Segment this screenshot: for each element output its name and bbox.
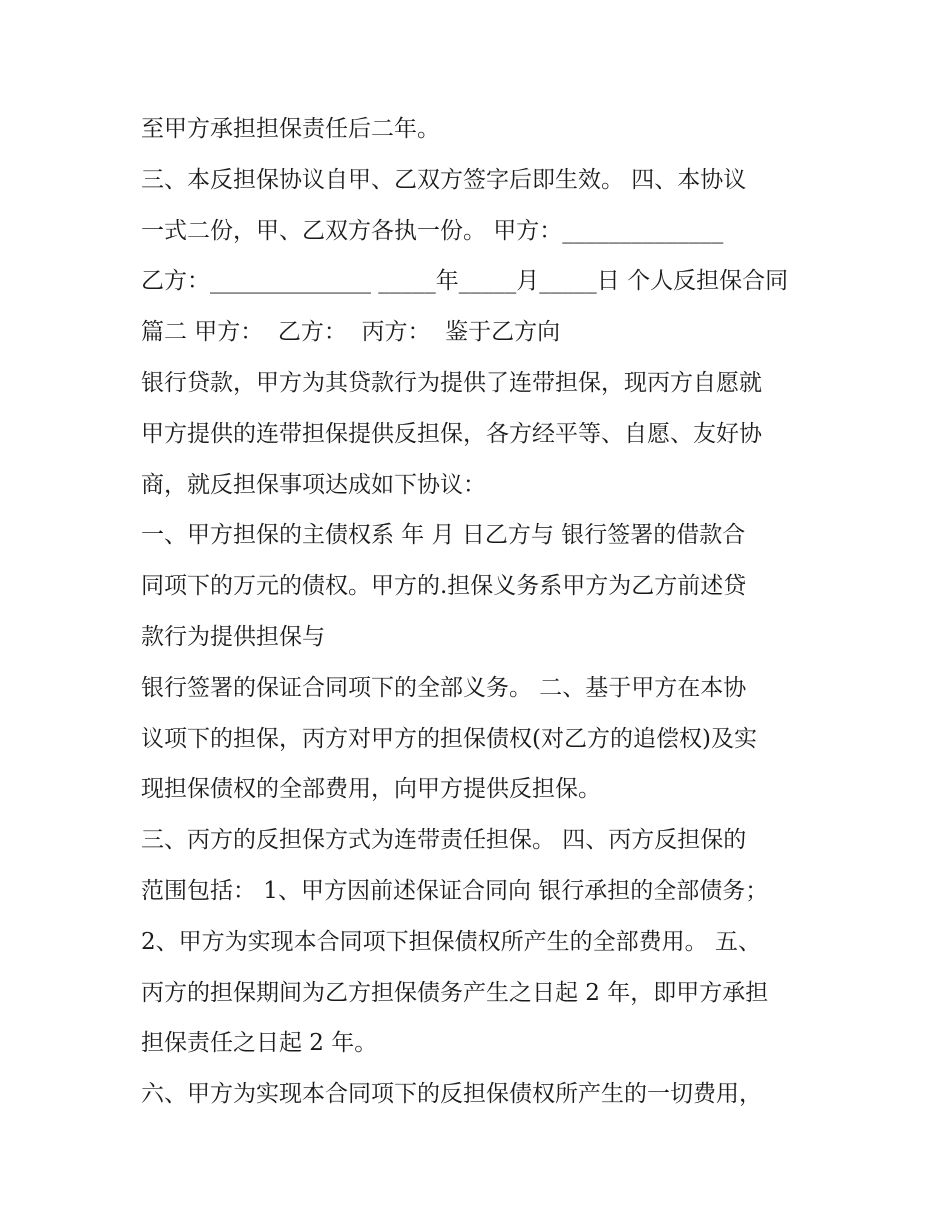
text-line: 丙方的担保期间为乙方担保债务产生之日起 2 年，即甲方承担 [141,979,769,1006]
text-line: 银行贷款，甲方为其贷款行为提供了连带担保，现丙方自愿就 [141,369,762,396]
text-line: 乙方：______________ _____年_____月_____日 个人反担保合同 [141,268,789,295]
text-line: 至甲方承担担保责任后二年。 [141,116,440,142]
text-line: 六、甲方为实现本合同项下的反担保债权所产生的一切费用， [141,1081,762,1108]
text-line: 款行为提供担保与 [141,623,325,650]
text-line: 2、甲方为实现本合同项下担保债权所产生的全部费用。 五、 [141,928,761,955]
text-line: 三、丙方的反担保方式为连带责任担保。 四、丙方反担保的 [141,827,747,854]
text-line: 篇二 甲方： 乙方： 丙方： 鉴于乙方向 [141,319,561,346]
text-line: 同项下的万元的债权。甲方的.担保义务系甲方为乙方前述贷 [141,573,747,600]
text-line: 商，就反担保事项达成如下协议： [141,471,486,498]
text-line: 担保责任之日起 2 年。 [141,1030,378,1057]
contract-body-text [141,104,821,1120]
text-line: 议项下的担保，丙方对甲方的担保债权(对乙方的追偿权)及实 [141,725,757,752]
text-line: 三、本反担保协议自甲、乙双方签字后即生效。 四、本协议 [141,166,747,193]
text-line: 银行签署的保证合同项下的全部义务。 二、基于甲方在本协 [141,674,747,701]
text-line: 一式二份，甲、乙双方各执一份。 甲方：______________ [141,217,724,244]
text-line: 甲方提供的连带担保提供反担保，各方经平等、自愿、友好协 [141,420,762,447]
text-line: 范围包括： 1、甲方因前述保证合同向 银行承担的全部债务； [141,877,769,904]
text-line: 现担保债权的全部费用，向甲方提供反担保。 [141,776,601,803]
text-line: 一、甲方担保的主债权系 年 月 日乙方与 银行签署的借款合 [141,522,746,549]
